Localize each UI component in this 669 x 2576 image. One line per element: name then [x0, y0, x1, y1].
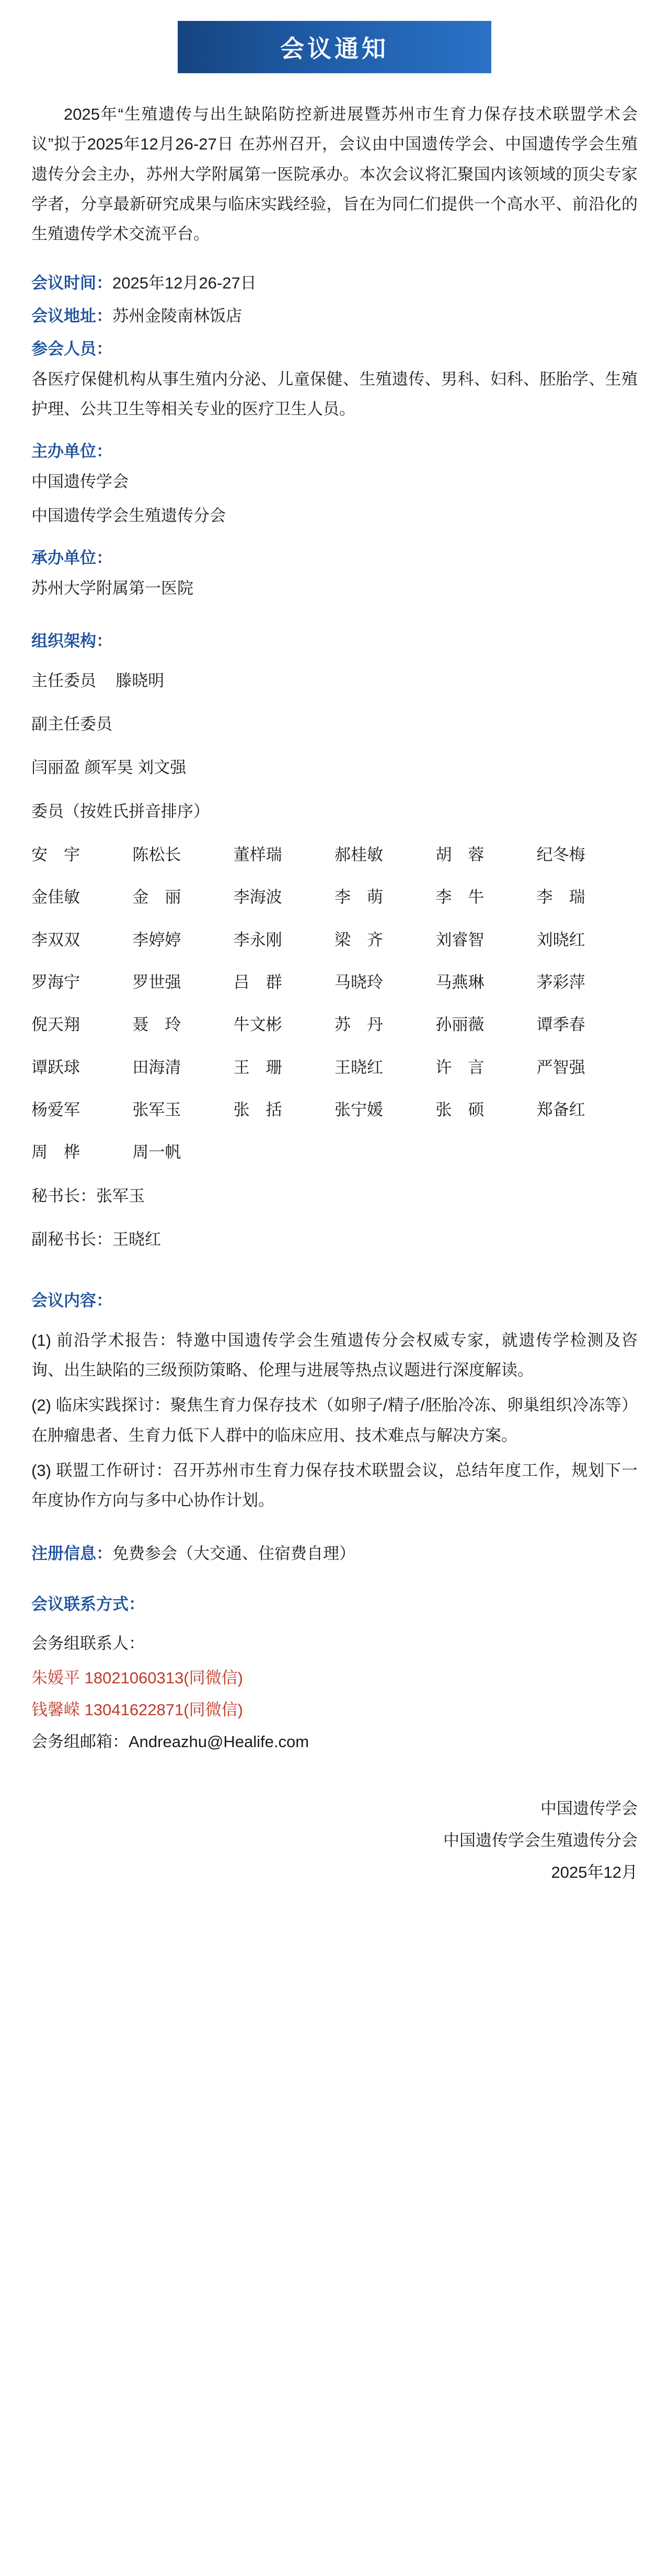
attendees-label: 参会人员： — [31, 340, 112, 359]
member-name: 安 宇 — [31, 845, 80, 864]
banner-area — [0, 0, 669, 94]
member-name: 李 萌 — [334, 888, 383, 907]
member-name: 胡 蓉 — [435, 845, 485, 864]
member-name: 李永刚 — [233, 930, 282, 949]
member-name: 谭季春 — [536, 1015, 585, 1034]
deputy-secretary-value: 王晓红 — [112, 1230, 161, 1249]
intro-paragraph: 2025年“生殖遗传与出生缺陷防控新进展暨苏州市生育力保存技术联盟学术会议”拟于2025年12月26-27日 在苏州召开，会议由中国遗传学会、中国遗传学会生殖遗传分会主办，苏州大学附属第一医院承办。本次会议将汇聚国内该领域的顶尖专家学者，分享最新研究成果与临床实践经验，旨在为同仁们提供一个高水平、前沿化的生殖遗传学术交流平台。 — [31, 105, 638, 244]
member-name: 陈松长 — [132, 845, 181, 864]
members-label: 委员（按姓氏拼音排序） — [31, 802, 210, 821]
secretary-value: 张军玉 — [96, 1186, 145, 1205]
member-name: 纪冬梅 — [536, 845, 585, 864]
contact-heading: 会议联系方式： — [31, 1595, 145, 1614]
member-name: 倪天翔 — [31, 1015, 80, 1034]
footer-line: 中国遗传学会生殖遗传分会 — [443, 1831, 638, 1850]
contact-person: 朱媛平 18021060313(同微信) — [31, 1668, 243, 1687]
member-name: 张 硕 — [435, 1100, 485, 1119]
member-name: 李 瑞 — [536, 888, 585, 907]
member-name: 金佳敏 — [31, 888, 80, 907]
organizer-label: 承办单位： — [31, 549, 112, 568]
member-name: 李婷婷 — [132, 930, 181, 949]
attendees-block — [31, 334, 638, 424]
member-name: 李海波 — [233, 888, 282, 907]
deputy-secretary-label: 副秘书长： — [31, 1230, 112, 1249]
member-name: 周一帆 — [132, 1143, 181, 1162]
member-name: 马晓玲 — [334, 973, 383, 991]
agenda-item: (2) 临床实践探讨：聚焦生育力保存技术（如卵子/精子/胚胎冷冻、卵巢组织冷冻等）在肿瘤患者、生育力低下人群中的临床应用、技术难点与解决方案。 — [31, 1396, 638, 1445]
hosts-block — [31, 436, 638, 530]
meeting-address-label: 会议地址： — [31, 307, 112, 326]
member-name: 金 丽 — [132, 888, 181, 907]
member-name: 梁 齐 — [334, 930, 383, 949]
member-name: 苏 丹 — [334, 1015, 383, 1034]
attendees-value: 各医疗保健机构从事生殖内分泌、儿童保健、生殖遗传、男科、妇科、胚胎学、生殖护理、公共卫生等相关专业的医疗卫生人员。 — [31, 369, 638, 419]
member-name: 杨爱军 — [31, 1100, 80, 1119]
footer-line: 2025年12月 — [551, 1863, 638, 1882]
agenda-item: (1) 前沿学术报告：特邀中国遗传学会生殖遗传分会权威专家，就遗传学检测及咨询、出生缺陷的三级预防策略、伦理与进展等热点议题进行深度解读。 — [31, 1331, 638, 1379]
members-grid — [31, 840, 638, 1168]
meeting-time-label: 会议时间： — [31, 273, 112, 292]
vice-chair-value: 闫丽盈 颜军昊 刘文强 — [31, 758, 187, 777]
chair-row — [31, 666, 638, 696]
agenda-heading: 会议内容： — [31, 1291, 112, 1310]
member-name: 孙丽薇 — [435, 1015, 485, 1034]
member-name: 董样瑞 — [233, 845, 282, 864]
member-name: 张军玉 — [132, 1100, 181, 1119]
registration-value: 免费参会（大交通、住宿费自理） — [112, 1544, 355, 1563]
agenda-item: (3) 联盟工作研讨：召开苏州市生育力保存技术联盟会议，总结年度工作，规划下一年度协作方向与多中心协作计划。 — [31, 1461, 638, 1510]
secretary-row — [31, 1181, 638, 1211]
banner — [178, 21, 491, 73]
member-name: 张 括 — [233, 1100, 282, 1119]
contact-email-value[interactable]: Andreazhu@Healife.com — [129, 1732, 309, 1751]
meeting-address-value: 苏州金陵南林饭店 — [112, 307, 242, 326]
footer-signature — [0, 1794, 669, 1888]
meeting-time-row — [31, 268, 638, 298]
member-name: 王晓红 — [334, 1058, 383, 1077]
host-item: 中国遗传学会生殖遗传分会 — [31, 506, 226, 525]
org-heading: 组织架构： — [31, 632, 112, 651]
member-name: 吕 群 — [233, 973, 282, 991]
member-name: 罗世强 — [132, 973, 181, 991]
member-name: 张宁媛 — [334, 1100, 383, 1119]
document-content — [0, 99, 669, 1757]
member-name: 罗海宁 — [31, 973, 80, 991]
member-name: 许 言 — [435, 1058, 485, 1077]
member-name: 李双双 — [31, 930, 80, 949]
footer-line: 中国遗传学会 — [540, 1799, 638, 1818]
chair-label: 主任委员 — [31, 671, 96, 690]
chair-value: 滕晓明 — [116, 671, 165, 690]
banner-title: 会议通知 — [280, 35, 389, 62]
member-name: 谭跃球 — [31, 1058, 80, 1077]
member-name: 刘睿智 — [435, 930, 485, 949]
member-name: 郑备红 — [536, 1100, 585, 1119]
host-item: 中国遗传学会 — [31, 472, 129, 491]
vice-chair-label-row — [31, 709, 638, 739]
contact-email-row — [31, 1727, 638, 1757]
registration-row — [31, 1539, 638, 1568]
organizer-block — [31, 543, 638, 603]
hosts-label: 主办单位： — [31, 442, 112, 461]
member-name: 郝桂敏 — [334, 845, 383, 864]
member-name: 刘晓红 — [536, 930, 585, 949]
organizer-value: 苏州大学附属第一医院 — [31, 579, 193, 597]
contact-person: 钱馨嵘 13041622871(同微信) — [31, 1701, 243, 1719]
vice-chair-value-row — [31, 753, 638, 782]
member-name: 周 桦 — [31, 1143, 80, 1162]
member-name: 聂 玲 — [132, 1015, 181, 1034]
member-name: 田海清 — [132, 1058, 181, 1077]
secretary-label: 秘书长： — [31, 1186, 96, 1205]
member-name: 牛文彬 — [233, 1015, 282, 1034]
member-name: 马燕琳 — [435, 973, 485, 991]
meeting-time-value: 2025年12月26-27日 — [112, 273, 257, 292]
contact-email-label: 会务组邮箱： — [31, 1732, 129, 1751]
member-name: 王 珊 — [233, 1058, 282, 1077]
member-name: 茅彩萍 — [536, 973, 585, 991]
registration-label: 注册信息： — [31, 1544, 112, 1563]
meeting-address-row — [31, 301, 638, 331]
vice-chair-label: 副主任委员 — [31, 714, 112, 733]
deputy-secretary-row — [31, 1225, 638, 1254]
member-name: 李 牛 — [435, 888, 485, 907]
member-name: 严智强 — [536, 1058, 585, 1077]
contact-group-label: 会务组联系人： — [31, 1634, 145, 1653]
